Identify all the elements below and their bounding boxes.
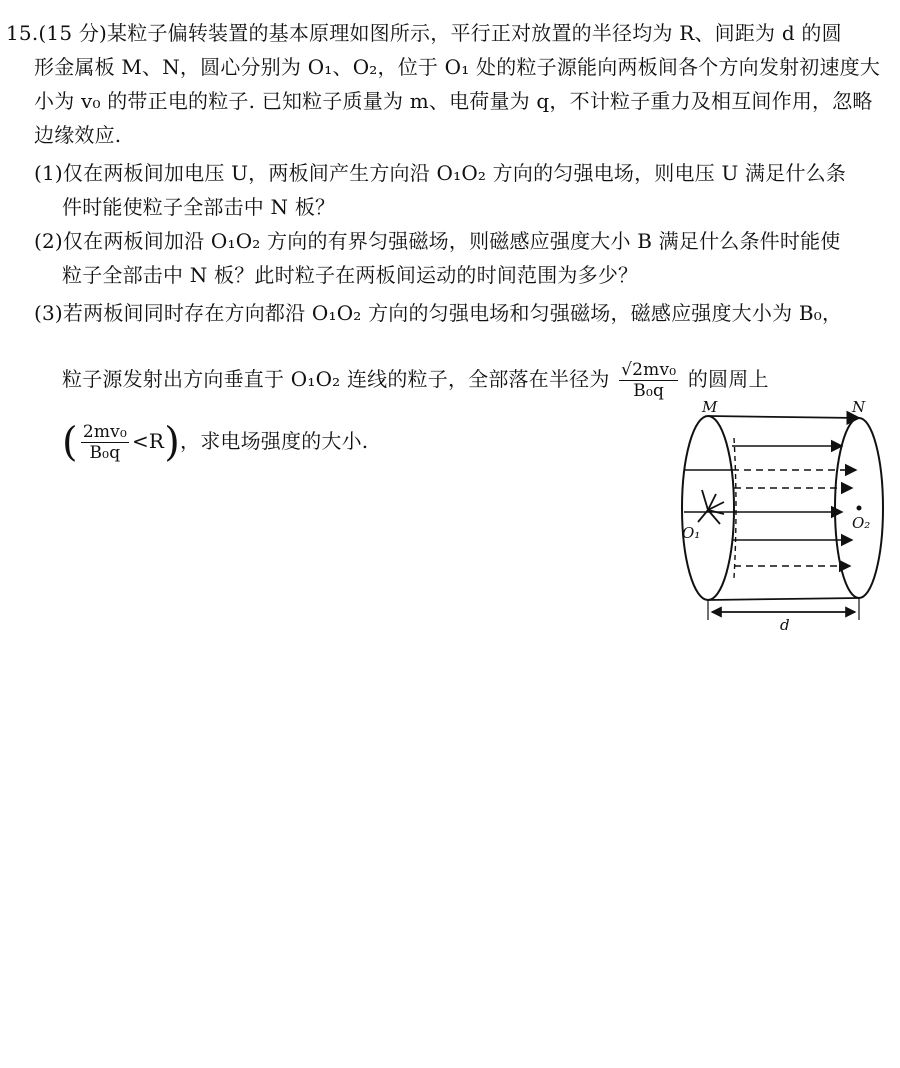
device-diagram	[672, 398, 892, 634]
question-3-line-2	[62, 360, 769, 401]
question-3-line-3	[62, 419, 369, 466]
stem-line-2: 形金属板 M、N，圆心分别为 O₁、O₂，位于 O₁ 处的粒子源能向两板间各个方向发射初速度大	[34, 55, 881, 79]
question-3-line-1: (3)若两板间同时存在方向都沿 O₁O₂ 方向的匀强电场和匀强磁场，磁感应强度大小为 B₀，	[34, 301, 843, 325]
label-m: M	[702, 398, 718, 416]
particle-source-star-icon	[698, 490, 724, 524]
left-paren: (	[62, 419, 78, 466]
bottom-edge	[708, 598, 859, 600]
stem-line-4: 边缘效应.	[34, 123, 122, 147]
question-1-line-2: 件时能使粒子全部击中 N 板？	[62, 195, 336, 219]
label-n: N	[852, 398, 866, 416]
center-o2-dot	[857, 506, 862, 511]
question-1-line-1: (1)仅在两板间加电压 U，两板间产生方向沿 O₁O₂ 方向的匀强电场，则电压 U 满足什么条	[34, 161, 847, 185]
label-o2: O₂	[852, 514, 871, 532]
label-o1: O₁	[682, 524, 701, 542]
radius-fraction-denominator: B₀q	[633, 381, 665, 401]
condition-inequality: <R	[131, 429, 165, 453]
right-paren: )	[164, 419, 180, 466]
q3-text-pre: 粒子源发射出方向垂直于 O₁O₂ 连线的粒子，全部落在半径为	[62, 367, 610, 391]
condition-fraction-numerator: 2mv₀	[82, 422, 127, 442]
stem-line-1	[6, 18, 842, 48]
radius-fraction-numerator: √2mv₀	[621, 360, 677, 380]
problem-score: (15 分)	[38, 21, 108, 45]
problem-number: 15.	[6, 21, 39, 45]
label-d: d	[780, 616, 790, 634]
q3-text-final: ，求电场强度的大小.	[180, 429, 369, 453]
stem-text-1: 某粒子偏转装置的基本原理如图所示，平行正对放置的半径均为 R、间距为 d 的圆	[107, 21, 842, 45]
radius-fraction	[619, 360, 678, 401]
top-field-line	[708, 416, 859, 418]
question-2-line-1: (2)仅在两板间加沿 O₁O₂ 方向的有界匀强磁场，则磁感应强度大小 B 满足什么条件时能使	[34, 229, 841, 253]
condition-fraction-denominator: B₀q	[89, 443, 121, 463]
question-2-line-2: 粒子全部击中 N 板？此时粒子在两板间运动的时间范围为多少？	[62, 263, 639, 287]
condition-fraction	[81, 422, 129, 463]
stem-line-3: 小为 v₀ 的带正电的粒子. 已知粒子质量为 m、电荷量为 q，不计粒子重力及相互间作用，忽略	[34, 89, 873, 113]
q3-text-post: 的圆周上	[687, 367, 769, 391]
